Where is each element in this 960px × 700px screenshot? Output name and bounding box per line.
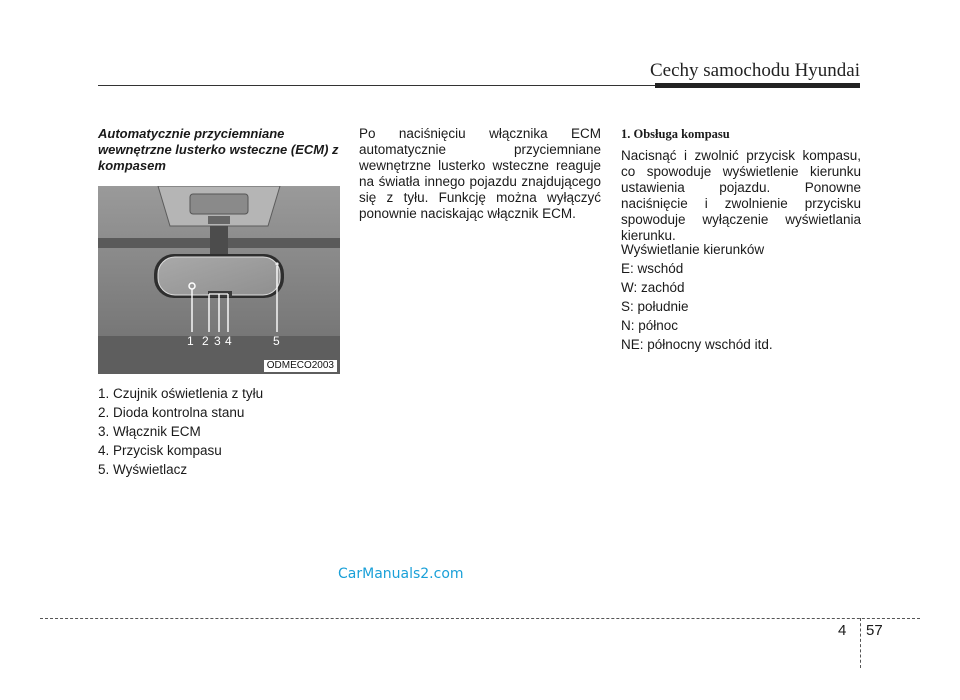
list-item: 1. Czujnik oświetlenia z tyłu: [98, 386, 264, 401]
list-item: 5. Wyświetlacz: [98, 462, 188, 477]
callout-4: 4: [225, 334, 232, 348]
directions-list: [621, 240, 773, 354]
legend-list: [98, 384, 263, 479]
callout-1: 1: [187, 334, 194, 348]
right-column: [621, 126, 861, 244]
middle-column: [359, 126, 601, 222]
header-rule-accent: [655, 83, 860, 88]
watermark-link[interactable]: CarManuals2.com: [338, 566, 464, 582]
page-number: 57: [866, 622, 883, 639]
footer-divider: [860, 618, 861, 668]
list-item: NE: północny wschód itd.: [621, 337, 773, 352]
compass-heading: 1. Obsługa kompasu: [621, 127, 730, 141]
mirror-figure: [98, 186, 340, 374]
mirror-illustration: [98, 186, 340, 374]
ecm-paragraph: Po naciśnięciu włącznika ECM automatycznie przyciemniane wewnętrzne lusterko wsteczne reaguje na światła innego pojazdu znajdującego się z tyłu. Funkcję można wyłączyć ponownie naciskając włącznik ECM.: [359, 126, 601, 221]
list-item: 2. Dioda kontrolna stanu: [98, 405, 245, 420]
callout-3: 3: [214, 334, 221, 348]
directions-title: Wyświetlanie kierunków: [621, 242, 765, 257]
list-item: E: wschód: [621, 261, 684, 276]
list-item: W: zachód: [621, 280, 685, 295]
list-item: S: południe: [621, 299, 689, 314]
list-item: 3. Włącznik ECM: [98, 424, 201, 439]
list-item: N: północ: [621, 318, 679, 333]
callout-5: 5: [273, 334, 280, 348]
figure-caption: ODMECO2003: [264, 360, 337, 372]
section-heading: Automatycznie przyciemniane wewnętrzne lusterko wsteczne (ECM) z kompasem: [98, 126, 339, 173]
left-column: [98, 126, 340, 174]
callout-2: 2: [202, 334, 209, 348]
footer-rule: [40, 618, 920, 619]
compass-paragraph: Nacisnąć i zwolnić przycisk kompasu, co spowoduje wyświetlenie kierunku ustawienia pojazdu. Ponowne naciśnięcie i zwolnienie przycisku spowoduje wyłączenie wyświetlania kierunku.: [621, 148, 861, 243]
header-title: Cechy samochodu Hyundai: [649, 60, 860, 81]
list-item: 4. Przycisk kompasu: [98, 443, 222, 458]
chapter-number: 4: [838, 622, 847, 639]
